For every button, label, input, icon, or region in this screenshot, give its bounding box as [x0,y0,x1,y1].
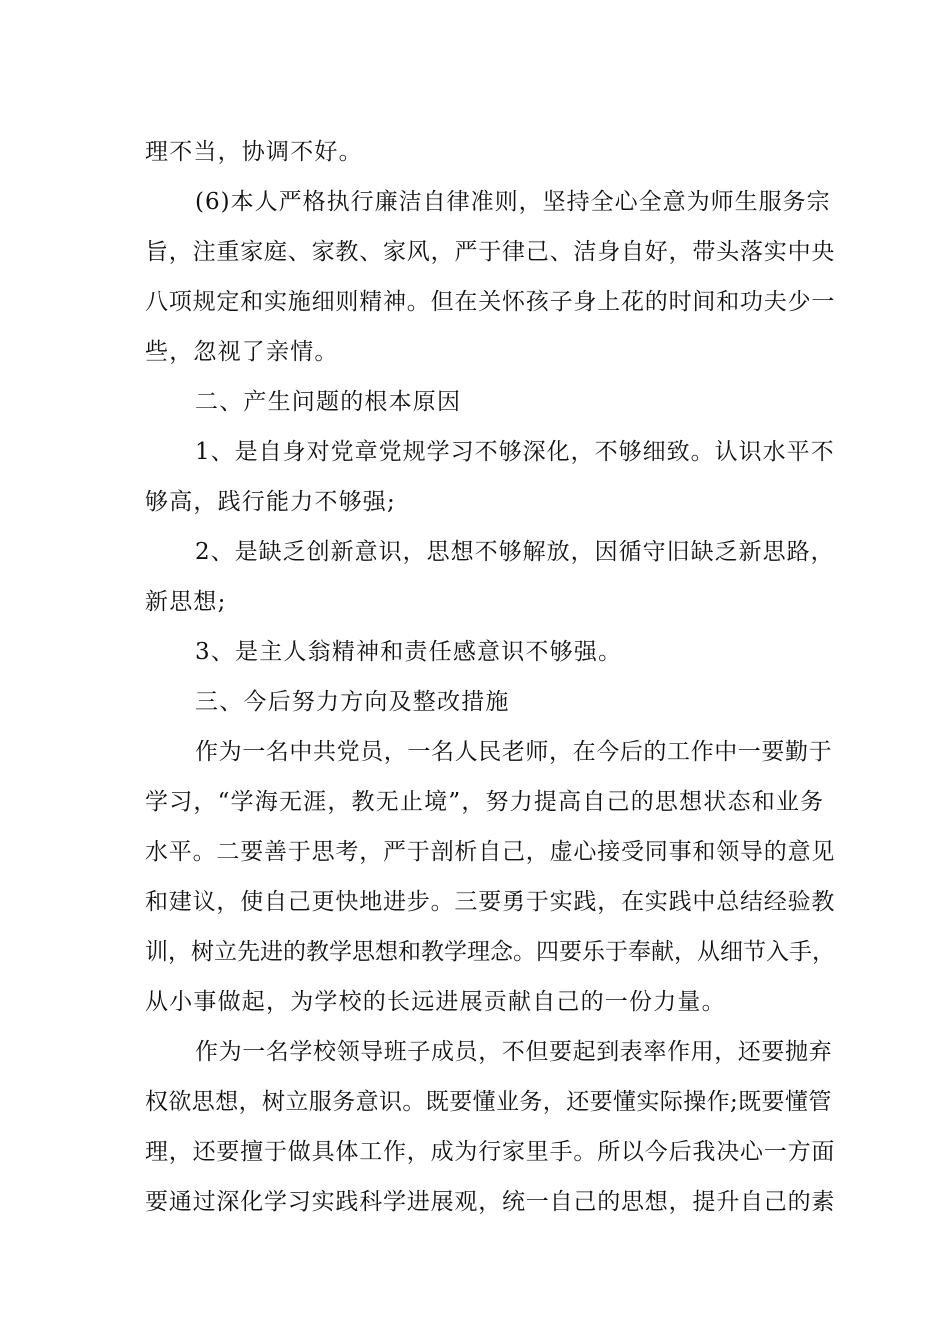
text-line: 新思想; [145,589,227,615]
text-line: 够高，践行能力不够强; [145,489,396,515]
text-line: 作为一名学校领导班子成员，不但要起到表率作用，还要抛弃 [195,1039,833,1065]
text-line: 和建议，使自己更快地进步。三要勇于实践，在实践中总结经验教 [145,889,836,915]
text-line: 些，忽视了亲情。 [145,339,339,365]
text-line: 权欲思想，树立服务意识。既要懂业务，还要懂实际操作;既要懂管 [145,1089,832,1115]
text-line: 水平。二要善于思考，严于剖析自己，虚心接受同事和领导的意见 [145,839,836,865]
text-line: 理，还要擅于做具体工作，成为行家里手。所以今后我决心一方面 [145,1139,836,1165]
text-line: 作为一名中共党员，一名人民老师，在今后的工作中一要勤于 [195,739,833,765]
text-line: 学习，“学海无涯，教无止境”，努力提高自己的思想状态和业务 [145,789,825,815]
section-heading: 三、今后努力方向及整改措施 [195,689,510,715]
text-line: 旨，注重家庭、家教、家风，严于律己、洁身自好，带头落实中央 [145,239,836,265]
section-heading: 二、产生问题的根本原因 [195,389,462,415]
text-line: 1、是自身对党章党规学习不够深化，不够细致。认识水平不 [195,439,835,465]
text-line: 理不当，协调不好。 [145,139,363,165]
text-line: 从小事做起，为学校的长远进展贡献自己的一份力量。 [145,989,726,1015]
text-line: 2、是缺乏创新意识，思想不够解放，因循守旧缺乏新思路， [195,539,835,565]
text-line: 要通过深化学习实践科学进展观，统一自己的思想，提升自己的素 [145,1189,836,1215]
text-line: (6)本人严格执行廉洁自律准则，坚持全心全意为师生服务宗 [195,189,831,215]
text-line: 训，树立先进的教学思想和教学理念。四要乐于奉献，从细节入手， [145,939,835,965]
text-line: 3、是主人翁精神和责任感意识不够强。 [195,639,623,665]
text-line: 八项规定和实施细则精神。但在关怀孩子身上花的时间和功夫少一 [145,289,836,315]
